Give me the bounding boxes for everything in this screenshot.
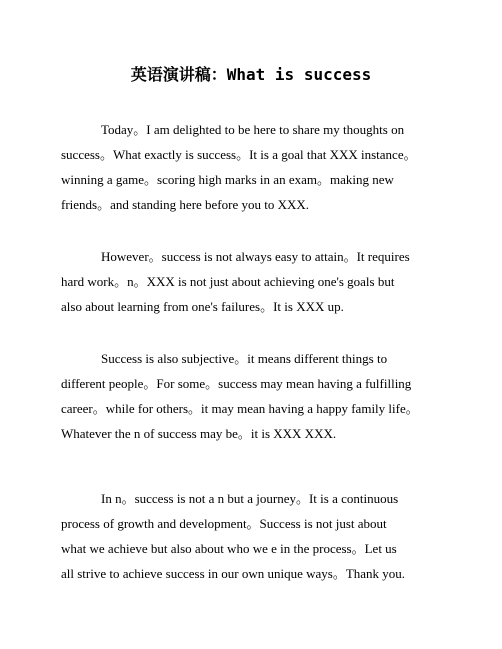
paragraph-line: friends。and standing here before you to XXX. xyxy=(61,197,310,212)
paragraph-line: In n。success is not a n but a journey。It is a continuous xyxy=(101,491,399,506)
paragraph-4 xyxy=(61,486,461,586)
paragraph-line: Success is also subjective。it means different things to xyxy=(101,351,388,366)
paragraph-line: success。What exactly is success。It is a goal that XXX instance。 xyxy=(61,147,417,162)
paragraph-1 xyxy=(61,117,461,217)
paragraph-line: process of growth and development。Success is not just about xyxy=(61,516,387,531)
paragraph-line: different people。For some。success may mean having a fulfilling xyxy=(61,376,412,391)
paragraph-line: hard work。n。XXX is not just about achieving one's goals but xyxy=(61,274,395,289)
paragraph-line: also about learning from one's failures。It is XXX up. xyxy=(61,299,344,314)
paragraph-3 xyxy=(61,346,461,446)
paragraph-line: what we achieve but also about who we e in the process。Let us xyxy=(61,541,397,556)
paragraph-2 xyxy=(61,244,461,319)
paragraph-line: career。while for others。it may mean having a happy family life。 xyxy=(61,401,419,416)
paragraph-line: Whatever the n of success may be。it is XXX XXX. xyxy=(61,426,337,441)
document-title: 英语演讲稿：What is success xyxy=(130,65,372,84)
paragraph-line: winning a game。scoring high marks in an exam。making new xyxy=(61,172,394,187)
paragraph-line: all strive to achieve success in our own unique ways。Thank you. xyxy=(61,566,406,581)
paragraph-line: However。success is not always easy to attain。It requires xyxy=(101,249,410,264)
paragraph-line: Today。I am delighted to be here to share my thoughts on xyxy=(101,122,405,137)
